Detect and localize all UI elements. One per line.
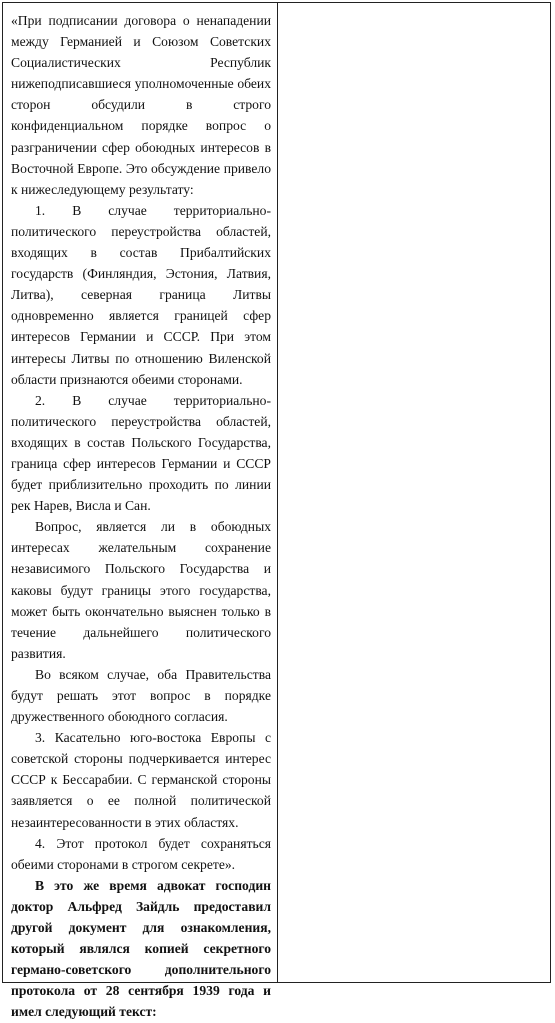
two-column-table <box>2 2 551 1020</box>
commentary-bold-paragraph: В это же время адвокат господин доктор Альфред Зайдль предоставил другой документ для ознакомления, который являлся копией секретного германо-советского дополнительного протокола от 28 сентября 1939 года и имел следующий текст: <box>11 877 271 1020</box>
left-column <box>3 3 277 1020</box>
protocol-governments-agreement: Во всяком случае, оба Правительства будут решать этот вопрос в порядке дружественного обоюдного согласия. <box>11 666 271 725</box>
right-column-empty <box>278 3 550 982</box>
protocol-point-2: 2. В случае территориально-политического переустройства областей, входящих в состав Польского Государства, граница сфер интересов Германии и СССР будет приблизительно проходить по линии рек Нарев, Висла и Сан. <box>11 392 271 514</box>
protocol-intro-paragraph: «При подписании договора о ненападении между Германией и Союзом Советских Социалистических Республик нижеподписавшиеся уполномоченные обеих сторон обсудили в строго конфиденциальном порядке вопрос о разграничении сфер обоюдных интересов в Восточной Европе. Это обсуждение привело к нижеследующему результату: <box>11 13 271 197</box>
protocol-point-1: 1. В случае территориально-политического переустройства областей, входящих в состав Прибалтийских государств (Финляндия, Эстония, Латвия, Литва), северная граница Литвы одновременно является границей сфер интересов Германии и СССР. При этом интересы Литвы по отношению Виленской области признаются обеими сторонами. <box>11 202 271 387</box>
protocol-point-3: 3. Касательно юго-востока Европы с советской стороны подчеркивается интерес СССР к Бессарабии. С германской стороны заявляется о ее полной политической незаинтересованности в этих областях. <box>11 730 271 830</box>
protocol-point-4: 4. Этот протокол будет сохраняться обеими сторонами в строгом секрете». <box>11 835 271 872</box>
protocol-poland-question: Вопрос, является ли в обоюдных интересах желательным сохранение независимого Польского Государства и каковы будут границы этого государства, может быть окончательно выяснен только в течение дальнейшего политического развития. <box>11 519 271 661</box>
